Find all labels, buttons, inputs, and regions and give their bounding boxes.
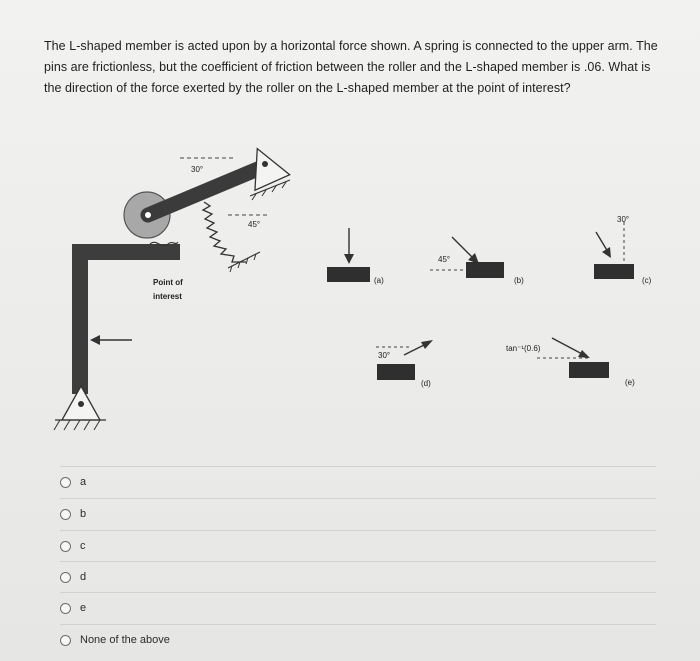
radio-b[interactable] bbox=[60, 509, 71, 520]
option-a-label: a bbox=[80, 476, 87, 488]
choice-d-label: (d) bbox=[421, 379, 431, 388]
option-c-label: c bbox=[80, 540, 86, 552]
option-a[interactable] bbox=[60, 466, 656, 497]
choice-e-figure bbox=[506, 338, 635, 387]
radio-a[interactable] bbox=[60, 477, 71, 488]
choice-a-label: (a) bbox=[374, 276, 384, 285]
radio-d[interactable] bbox=[60, 572, 71, 583]
choice-b-figure bbox=[430, 237, 524, 285]
option-e[interactable] bbox=[60, 592, 656, 623]
option-e-label: e bbox=[80, 602, 87, 614]
applied-force-arrow bbox=[90, 335, 132, 345]
option-c[interactable] bbox=[60, 530, 656, 561]
radio-e[interactable] bbox=[60, 603, 71, 614]
option-b-label: b bbox=[80, 508, 87, 520]
angle-label-top: 30° bbox=[191, 165, 204, 174]
point-of-interest-label-line1: Point of bbox=[153, 278, 183, 287]
option-none[interactable] bbox=[60, 624, 656, 655]
choice-a-figure bbox=[327, 228, 384, 285]
radio-c[interactable] bbox=[60, 541, 71, 552]
bottom-pin-support bbox=[54, 386, 106, 430]
choice-c-label: (c) bbox=[642, 276, 652, 285]
choice-c-figure bbox=[594, 215, 652, 285]
choice-c-angle: 30° bbox=[617, 215, 630, 224]
choice-d-angle: 30° bbox=[378, 351, 391, 360]
angle-label-spring: 45° bbox=[248, 220, 261, 229]
choice-b-angle: 45° bbox=[438, 255, 451, 264]
l-shaped-member bbox=[72, 244, 180, 394]
question-text: The L-shaped member is acted upon by a horizontal force shown. A spring is connected to the upper arm. The pins are frictionless, but the coefficient of friction between the roller and the L-shaped member is .06. What is the direction of the force exerted by the roller on the L-shaped member at the point of interest? bbox=[44, 39, 658, 95]
option-d[interactable] bbox=[60, 561, 656, 592]
choice-b-label: (b) bbox=[514, 276, 524, 285]
spring bbox=[203, 202, 260, 272]
option-d-label: d bbox=[80, 571, 87, 583]
point-of-interest-label-line2: interest bbox=[153, 292, 182, 301]
option-none-label: None of the above bbox=[80, 634, 170, 646]
radio-none[interactable] bbox=[60, 635, 71, 646]
option-b[interactable] bbox=[60, 498, 656, 529]
choice-e-label: (e) bbox=[625, 378, 635, 387]
choice-e-angle: tan⁻¹(0.6) bbox=[506, 344, 541, 353]
choice-d-figure bbox=[376, 340, 433, 388]
